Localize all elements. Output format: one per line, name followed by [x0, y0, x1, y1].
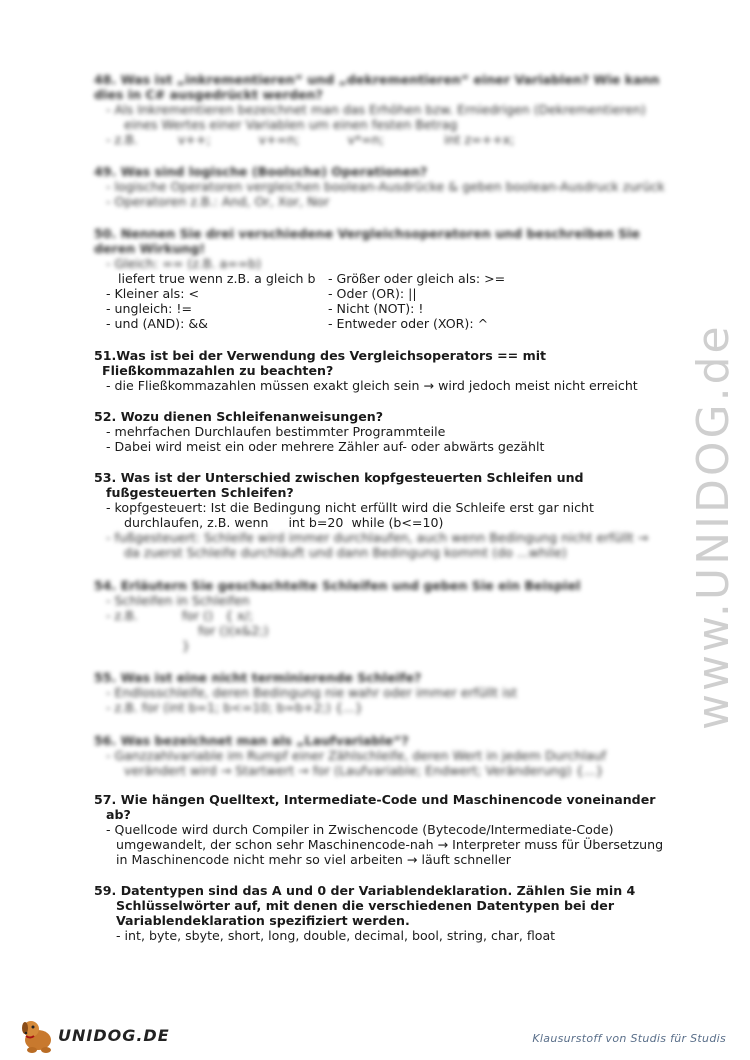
dog-logo-icon	[16, 1012, 60, 1056]
answer-line: umgewandelt, der schon sehr Maschinencode-nah → Interpreter muss für Übersetzung	[116, 837, 664, 852]
operator-left: liefert true wenn z.B. a gleich b	[118, 271, 316, 286]
operator-right: - Größer oder gleich als: >=	[328, 271, 506, 286]
answer-line: - logische Operatoren vergleichen boolean-Ausdrücke & geben boolean-Ausdruck zurück	[106, 179, 665, 194]
question-52-title: 52. Wozu dienen Schleifenanweisungen?	[94, 409, 384, 424]
question-51	[94, 348, 694, 393]
question-59	[94, 883, 694, 943]
question-59-title-cont: Variablendeklaration spezifiziert werden.	[116, 913, 410, 928]
question-57	[94, 792, 694, 867]
answer-line: - Quellcode wird durch Compiler in Zwischencode (Bytecode/Intermediate-Code)	[106, 822, 614, 837]
answer-line: - z.B. v++; v+=n; v*=n; int z=++x;	[106, 132, 515, 147]
answer-line: - mehrfachen Durchlaufen bestimmter Programmteile	[106, 424, 446, 439]
answer-line: - Dabei wird meist ein oder mehrere Zähler auf- oder abwärts gezählt	[106, 439, 545, 454]
question-53-title-cont: fußgesteuerten Schleifen?	[106, 485, 294, 500]
question-48	[94, 72, 674, 147]
question-57-title: 57. Wie hängen Quelltext, Intermediate-Code und Maschinencode voneinander	[94, 792, 656, 807]
footer-logo	[16, 1012, 170, 1056]
answer-line: - Gleich: == (z.B. a==b)	[106, 256, 262, 271]
question-53	[94, 470, 674, 560]
question-49	[94, 164, 694, 209]
question-48-title: 48. Was ist „inkrementieren“ und „dekrementieren“ einer Variablen? Wie kann dies in C# ausgedrückt werden?	[94, 72, 660, 102]
answer-line: }	[106, 638, 191, 653]
operators-grid	[94, 271, 654, 331]
question-55-title: 55. Was ist eine nicht terminierende Schleife?	[94, 670, 422, 685]
answer-line: - z.B. for (int b=1; b<=10; b=b+2;) {...}	[106, 700, 363, 715]
answer-line: - Endlosschleife, deren Bedingung nie wahr oder immer erfüllt ist	[106, 685, 518, 700]
question-59-title-cont: Schlüsselwörter auf, mit denen die verschiedenen Datentypen bei der	[116, 898, 615, 913]
question-51-title-cont: Fließkommazahlen zu beachten?	[102, 363, 334, 378]
answer-line: - die Fließkommazahlen müssen exakt gleich sein → wird jedoch meist nicht erreicht	[106, 378, 638, 393]
answer-line: - int, byte, sbyte, short, long, double, decimal, bool, string, char, float	[116, 928, 556, 943]
question-56-title: 56. Was bezeichnet man als „Laufvariable“?	[94, 733, 409, 748]
operator-right: - Nicht (NOT): !	[328, 301, 424, 316]
answer-line: - Als Inkrementieren bezeichnet man das Erhöhen bzw. Erniedrigen (Dekrementieren)	[106, 102, 646, 117]
question-55	[94, 670, 654, 715]
question-57-title-cont: ab?	[106, 807, 131, 822]
operator-left: - Kleiner als: <	[106, 286, 200, 301]
operator-left: - ungleich: !=	[106, 301, 193, 316]
answer-line: durchlaufen, z.B. wenn int b=20 while (b<=10)	[124, 515, 444, 530]
question-53-title: 53. Was ist der Unterschied zwischen kopfgesteuerten Schleifen und	[94, 470, 584, 485]
question-56	[94, 733, 654, 778]
answer-line: for ()(x&2;)	[106, 623, 269, 638]
footer-tagline: Klausurstoff von Studis für Studis	[532, 1032, 726, 1045]
operator-right: - Oder (OR): ||	[328, 286, 417, 301]
operator-left: - und (AND): &&	[106, 316, 208, 331]
watermark: www.UNIDOG.de	[688, 323, 739, 730]
answer-line: - Schleifen in Schleifen	[106, 593, 250, 608]
question-59-title: 59. Datentypen sind das A und 0 der Variablendeklaration. Zählen Sie min 4	[94, 883, 636, 898]
logo-text: UNIDOG.DE	[58, 1026, 170, 1045]
answer-line: - z.B. for () { x/;	[106, 608, 253, 623]
answer-line: verändert wird → Startwert → for (Laufvariable; Endwert; Veränderung) {...}	[124, 763, 604, 778]
question-54-title: 54. Erläutern Sie geschachtelte Schleifen und geben Sie ein Beispiel	[94, 578, 581, 593]
question-51-title: 51.Was ist bei der Verwendung des Vergleichsoperators == mit	[94, 348, 547, 363]
question-52	[94, 409, 654, 454]
answer-line: - Operatoren z.B.: And, Or, Xor, Nor	[106, 194, 330, 209]
operator-right: - Entweder oder (XOR): ^	[328, 316, 489, 331]
answer-line: in Maschinencode nicht mehr so viel arbeiten → läuft schneller	[116, 852, 511, 867]
answer-line: eines Wertes einer Variablen um einen festen Betrag	[124, 117, 458, 132]
answer-line: - fußgesteuert: Schleife wird immer durchlaufen, auch wenn Bedingung nicht erfüllt →	[106, 530, 649, 545]
answer-line: - Ganzzahlvariable im Rumpf einer Zählschleife, deren Wert in jedem Durchlauf	[106, 748, 607, 763]
question-49-title: 49. Was sind logische (Boolsche) Operationen?	[94, 164, 428, 179]
question-50-title: 50. Nennen Sie drei verschiedene Vergleichsoperatoren und beschreiben Sie deren Wirkung!	[94, 226, 640, 256]
question-54	[94, 578, 654, 653]
answer-line: da zuerst Schleife durchläuft und dann Bedingung kommt (do ...while)	[124, 545, 567, 560]
answer-line: - kopfgesteuert: Ist die Bedingung nicht erfüllt wird die Schleife erst gar nicht	[106, 500, 594, 515]
question-50	[94, 226, 654, 331]
